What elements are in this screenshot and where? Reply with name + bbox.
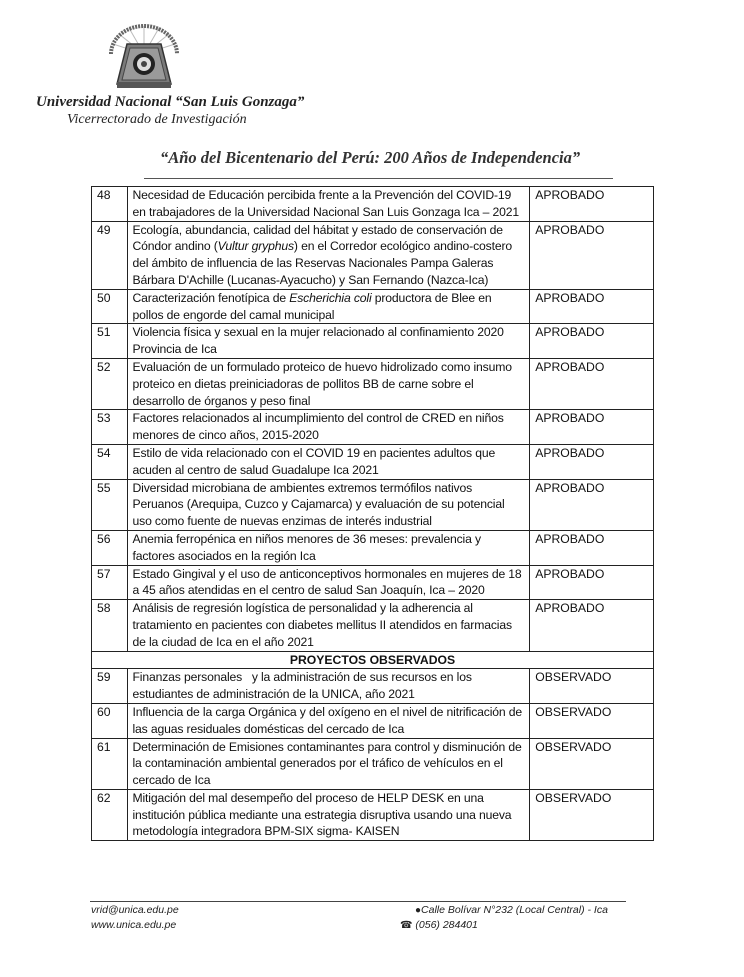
projects-table [91, 186, 654, 841]
species-name: Vultur gryphus [217, 239, 294, 254]
table-row [92, 187, 654, 222]
table-row [92, 530, 654, 565]
footer-phone [400, 919, 478, 931]
project-title: Factores relacionados al incumplimiento del control de CRED en niños menores de cinco años, 2015-2020 [127, 410, 530, 445]
project-number: 51 [92, 324, 128, 359]
project-number: 55 [92, 479, 128, 530]
title-text: Ecología, abundancia, calidad del hábitat y estado de conservación de Cóndor andino ( [132, 222, 503, 254]
status-badge: APROBADO [530, 479, 654, 530]
table-row [92, 789, 654, 840]
project-title: Necesidad de Educación percibida frente a la Prevención del COVID-19 en trabajadores de la Universidad Nacional San Luis Gonzaga Ica – 2021 [127, 187, 530, 222]
project-number: 57 [92, 565, 128, 600]
project-title: Violencia física y sexual en la mujer relacionado al confinamiento 2020 Provincia de Ica [127, 324, 530, 359]
title-text: ) en el Corredor ecológico andino-costero del ámbito de influencia de las Reservas Nacionales Pampa Galeras Bárbara D'Achille (Lucanas-Ayacucho) y San Fernando (Nazca-Ica) [132, 239, 513, 287]
table-row [92, 738, 654, 789]
table-row [92, 324, 654, 359]
status-badge: APROBADO [530, 530, 654, 565]
project-number: 56 [92, 530, 128, 565]
project-title: Determinación de Emisiones contaminantes para control y disminución de la contaminación ambiental generados por el tráfico de vehículos en el cercado de Ica [127, 738, 530, 789]
status-badge: APROBADO [530, 187, 654, 222]
table-row [92, 444, 654, 479]
project-title: Estado Gingival y el uso de anticonceptivos hormonales en mujeres de 18 a 45 años atendidas en el centro de salud San Joaquín, Ica – 2020 [127, 565, 530, 600]
year-motto: “Año del Bicentenario del Perú: 200 Años de Independencia” [160, 148, 581, 167]
project-title: Influencia de la carga Orgánica y del oxígeno en el nivel de nitrificación de las aguas residuales domésticas del cercado de Ica [127, 703, 530, 738]
status-badge: APROBADO [530, 358, 654, 409]
species-name: Escherichia coli [289, 290, 372, 305]
project-number: 50 [92, 289, 128, 324]
status-badge: APROBADO [530, 600, 654, 651]
table-row [92, 565, 654, 600]
title-text: Caracterización fenotípica de [132, 290, 290, 305]
project-number: 61 [92, 738, 128, 789]
location-pin-icon: ● [415, 905, 422, 916]
status-badge: OBSERVADO [530, 789, 654, 840]
section-header-row [92, 651, 654, 669]
title-text: productora de Blee en pollos de engorde del camal municipal [132, 290, 492, 322]
department-name: Vicerrectorado de Investigación [67, 112, 247, 127]
project-number: 59 [92, 669, 128, 704]
table-row [92, 221, 654, 289]
project-title: Mitigación del mal desempeño del proceso de HELP DESK en una institución pública mediante una estrategia disruptiva usando una nueva metodología integradora BPM-SIX sigma- KAISEN [127, 789, 530, 840]
status-badge: APROBADO [530, 565, 654, 600]
university-seal-logo [103, 24, 185, 90]
table-row [92, 600, 654, 651]
status-badge: OBSERVADO [530, 738, 654, 789]
project-title: Finanzas personales y la administración de sus recursos en los estudiantes de administración de la UNICA, año 2021 [127, 669, 530, 704]
project-title: Estilo de vida relacionado con el COVID 19 en pacientes adultos que acuden al centro de salud Guadalupe Ica 2021 [127, 444, 530, 479]
status-badge: OBSERVADO [530, 669, 654, 704]
footer-website[interactable]: www.unica.edu.pe [91, 919, 177, 931]
project-number: 58 [92, 600, 128, 651]
project-title [127, 289, 530, 324]
project-number: 53 [92, 410, 128, 445]
table-row [92, 289, 654, 324]
status-badge: APROBADO [530, 324, 654, 359]
university-name: Universidad Nacional “San Luis Gonzaga” [36, 94, 305, 110]
footer-email[interactable]: vrid@unica.edu.pe [91, 904, 179, 916]
table-row [92, 703, 654, 738]
footer-divider [90, 901, 626, 902]
telephone-icon: ☎ [400, 920, 413, 931]
status-badge: APROBADO [530, 410, 654, 445]
table-row [92, 410, 654, 445]
project-number: 62 [92, 789, 128, 840]
address-text: Calle Bolívar N°232 (Local Central) - Ica [421, 904, 608, 916]
footer-address [415, 904, 608, 916]
phone-text: (056) 284401 [415, 919, 478, 931]
project-number: 49 [92, 221, 128, 289]
project-number: 60 [92, 703, 128, 738]
status-badge: APROBADO [530, 444, 654, 479]
header-divider [144, 178, 613, 179]
project-number: 54 [92, 444, 128, 479]
project-title: Evaluación de un formulado proteico de huevo hidrolizado como insumo proteico en dietas preiniciadoras de pollitos BB de carne sobre el desarrollo de órganos y peso final [127, 358, 530, 409]
project-title [127, 221, 530, 289]
project-number: 48 [92, 187, 128, 222]
status-badge: APROBADO [530, 221, 654, 289]
table-row [92, 358, 654, 409]
table-row [92, 669, 654, 704]
project-title: Análisis de regresión logística de personalidad y la adherencia al tratamiento en pacientes con diabetes mellitus II atendidos en farmacias de la ciudad de Ica en el año 2021 [127, 600, 530, 651]
project-number: 52 [92, 358, 128, 409]
table-row [92, 479, 654, 530]
project-title: Anemia ferropénica en niños menores de 36 meses: prevalencia y factores asociados en la región Ica [127, 530, 530, 565]
project-title: Diversidad microbiana de ambientes extremos termófilos nativos Peruanos (Arequipa, Cuzco y Cajamarca) y evaluación de su potencial uso como fuente de nuevas enzimas de interés industrial [127, 479, 530, 530]
status-badge: OBSERVADO [530, 703, 654, 738]
section-heading: PROYECTOS OBSERVADOS [92, 651, 654, 669]
status-badge: APROBADO [530, 289, 654, 324]
